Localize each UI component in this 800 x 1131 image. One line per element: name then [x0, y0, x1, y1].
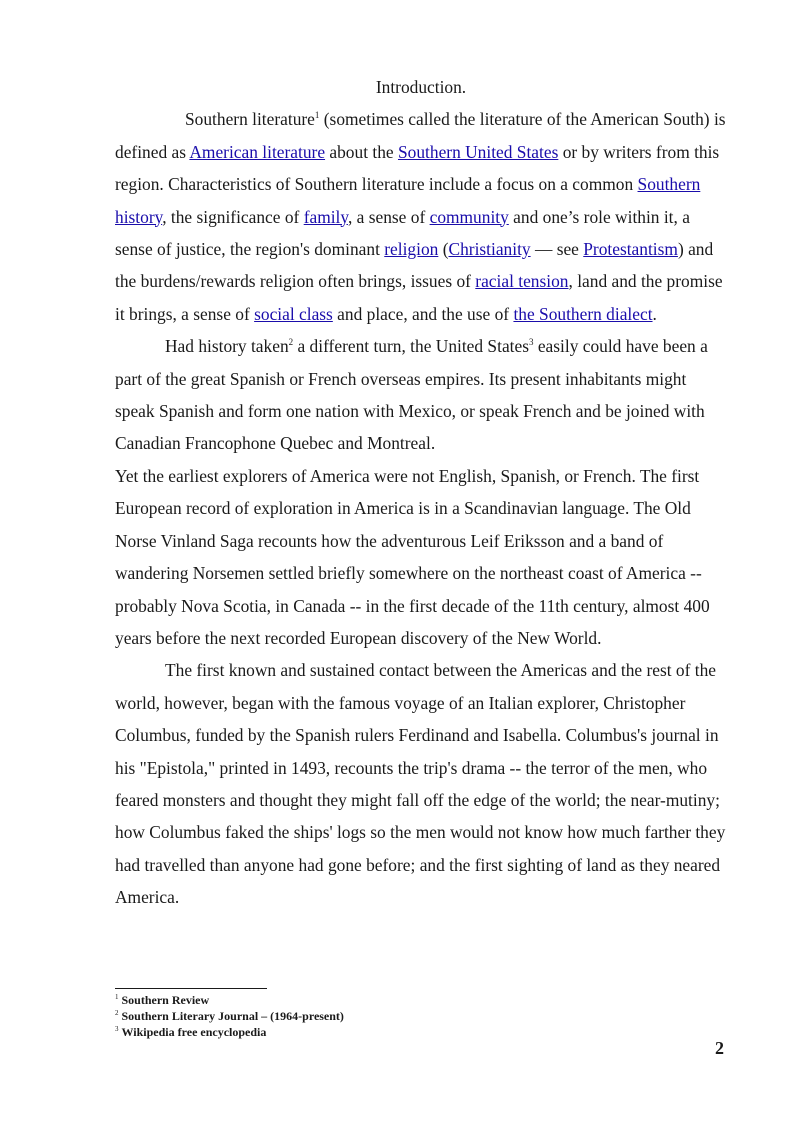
text-run: about the [325, 141, 398, 162]
paragraph-history-turn [115, 330, 727, 460]
text-run: or by writers from this region. Characteristics of Southern literature include a focus on a common [115, 141, 720, 195]
footnote-1 [115, 992, 715, 1008]
footnote-3 [115, 1024, 715, 1040]
text-run: a different turn, the United States [293, 336, 529, 357]
footnote-number: 1 [115, 993, 119, 1001]
link-social-class[interactable]: social class [254, 303, 333, 324]
text-run: (sometimes called the literature of the American South) is defined as [115, 109, 726, 162]
link-religion[interactable]: religion [384, 239, 439, 260]
text-run: and place, and the use of [332, 303, 514, 324]
paragraph-columbus: The first known and sustained contact between the Americas and the rest of the world, however, began with the famous voyage of an Italian explorer, Christopher Columbus, funded by the Spanish rulers Ferdinand and Isabella. Columbus's journal in his "Epistola," printed in 1493, recounts the trip's drama -- the terror of the men, who feared monsters and thought they might fall off the edge of the world; the near-mutiny; how Columbus faked the ships' logs so the men would not know how much farther they had travelled than anyone had gone before; and the first sighting of land as they neared America. [115, 660, 726, 908]
text-run: , land and the promise it brings, a sense of [115, 271, 723, 324]
text-run: and one’s role within it, a sense of justice, the region's dominant [115, 206, 690, 260]
link-christianity[interactable]: Christianity [448, 239, 531, 260]
text-run: , the significance of [162, 206, 304, 227]
link-southern-dialect[interactable]: the Southern dialect [513, 303, 653, 324]
link-racial-tension[interactable]: racial tension [475, 271, 569, 292]
link-southern-history[interactable]: Southern history [115, 174, 701, 227]
footnote-separator [115, 988, 267, 989]
text-run: ) and the burdens/rewards religion often brings, issues of [115, 239, 714, 292]
footnote-text: Wikipedia free encyclopedia [121, 1025, 267, 1039]
link-southern-united-states[interactable]: Southern United States [397, 141, 559, 162]
text-run: . [652, 303, 657, 324]
paragraph-southern-literature [115, 103, 727, 330]
page-heading: Introduction. [375, 77, 467, 97]
footnote-2 [115, 1008, 715, 1024]
page-number: 2 [715, 1038, 724, 1058]
footnote-ref-1: 1 [314, 110, 320, 121]
text-run: easily could have been a part of the great Spanish or French overseas empires. Its present inhabitants might speak Spanish and form one nation with Mexico, or speak French and be joined with Canadian Francophone Quebec and Montreal. [115, 336, 708, 454]
footnote-number: 3 [115, 1025, 119, 1033]
link-community[interactable]: community [429, 206, 509, 227]
link-family[interactable]: family [303, 206, 348, 227]
text-run: , a sense of [347, 206, 430, 227]
footnote-text: Southern Review [121, 993, 210, 1007]
body-text [115, 71, 727, 914]
footnote-text: Southern Literary Journal – (1964-present) [121, 1009, 344, 1023]
footnote-ref-3: 3 [528, 337, 534, 348]
paragraph-earliest-explorers: Yet the earliest explorers of America were not English, Spanish, or French. The first European record of exploration in America is in a Scandinavian language. The Old Norse Vinland Saga recounts how the adventurous Leif Eriksson and a band of wandering Norsemen settled briefly somewhere on the northeast coast of America -- probably Nova Scotia, in Canada -- in the first decade of the 11th century, almost 400 years before the next recorded European discovery of the New World. [115, 465, 710, 648]
footnote-number: 2 [115, 1009, 119, 1017]
link-american-literature[interactable]: American literature [189, 141, 326, 162]
text-run: — see [530, 239, 584, 260]
footnote-ref-2: 2 [288, 337, 294, 348]
link-protestantism[interactable]: Protestantism [583, 239, 678, 260]
text-run: ( [438, 239, 449, 260]
footnotes [115, 992, 715, 1040]
text-run: Had history taken [165, 336, 289, 357]
text-run: Southern literature [185, 109, 315, 130]
